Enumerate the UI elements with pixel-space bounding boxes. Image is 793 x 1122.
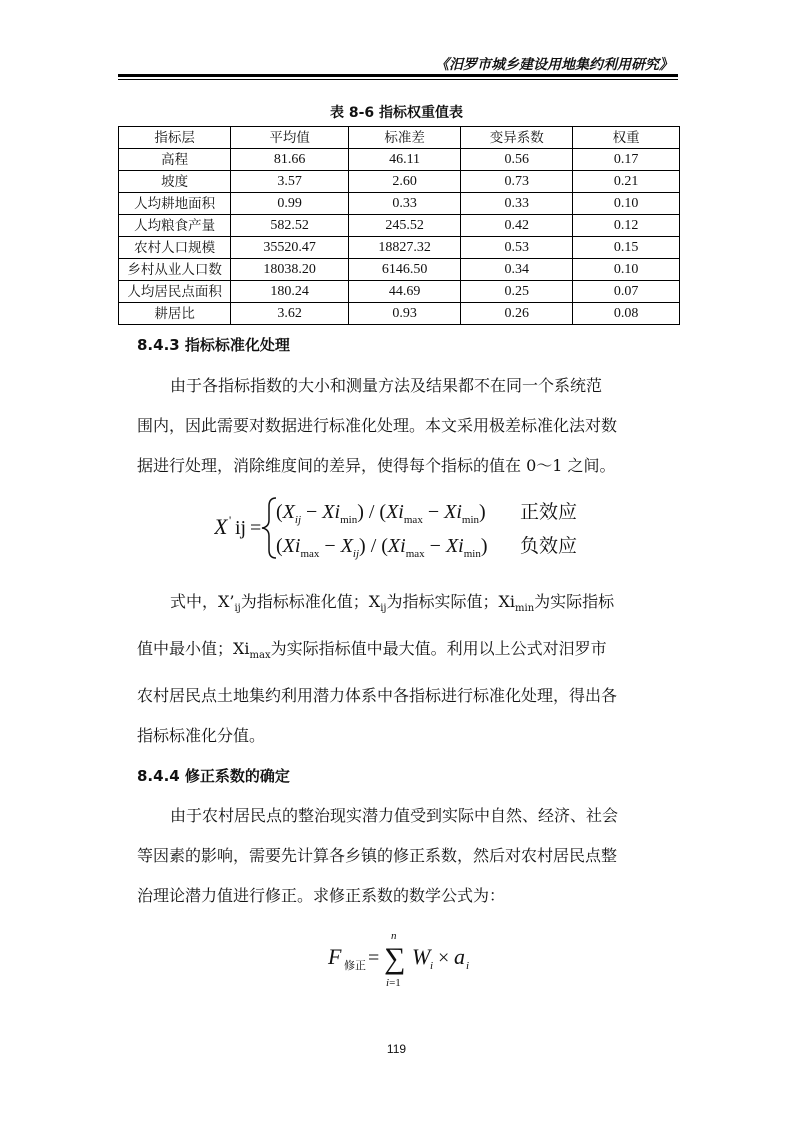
table-cell: 农村人口规模 [119,237,231,259]
formula-w-subscript: i [430,960,434,972]
column-header: 指标层 [119,127,231,149]
table-cell: 0.53 [461,237,573,259]
formula-brace [262,498,276,558]
table-cell: 180.24 [231,281,349,303]
column-header: 变异系数 [461,127,573,149]
column-header: 平均值 [231,127,349,149]
running-title: 《汨罗市城乡建设用地集约利用研究》 [435,57,673,73]
text-line: 式中，$X’_{ij}$为指标标准化值；$X_{ij}$为指标实际值；$Xi_{min}$为实际指标 [170,592,615,615]
column-header: 权重 [573,127,680,149]
formula-lower-limit: i=1 [386,977,401,989]
table-row [119,215,680,237]
formula-sigma: ∑ [384,942,406,975]
text-line: 农村居民点土地集约利用潜力体系中各指标进行标准化处理，得出各 [137,686,618,706]
correction-formula [326,926,486,990]
table-cell: 0.99 [231,193,349,215]
table-cell: 0.10 [573,259,680,281]
formula-lhs-ij: ij [235,517,247,539]
table-cell: 35520.47 [231,237,349,259]
table-cell: 0.17 [573,149,680,171]
table-cell: 高程 [119,149,231,171]
text-line: 围内，因此需要对数据进行标准化处理。本文采用极差标准化法对数 [137,416,618,435]
table-cell: 0.33 [461,193,573,215]
text-line: 等因素的影响，需要先计算各乡镇的修正系数，然后对农村居民点整 [137,846,618,865]
table-cell: 0.56 [461,149,573,171]
formula-a-subscript: i [466,960,470,972]
table-cell: 44.69 [348,281,460,303]
column-header: 标准差 [348,127,460,149]
table-cell: 3.62 [231,303,349,325]
formula-row2-label: 负效应 [520,535,578,557]
table-cell: 0.25 [461,281,573,303]
table-header-row [119,127,680,149]
formula-w: W [412,944,431,969]
formula-row1-label: 正效应 [520,501,578,523]
table-cell: 0.93 [348,303,460,325]
table-cell: 耕居比 [119,303,231,325]
table-cell: 46.11 [348,149,460,171]
paragraph-correction-coefficient [137,796,677,916]
table-cell: 人均耕地面积 [119,193,231,215]
table-cell: 0.15 [573,237,680,259]
formula-a: a [454,944,465,969]
table-cell: 0.33 [348,193,460,215]
formula-lhs-prime: ' [229,513,232,527]
table-cell: 0.21 [573,171,680,193]
header-rule-thin [118,79,678,80]
formula-f: F [328,944,342,969]
table-row [119,171,680,193]
page-number: 119 [386,1042,407,1056]
table-cell: 人均居民点面积 [119,281,231,303]
text-line: 指标标准化分值。 [137,726,266,746]
formula-f-subscript: 修正 [344,959,366,972]
index-weight-table [118,126,680,325]
formula-row2: $(Xi_{max} - X_{ij}) / (Xi_{max} - Xi_{min})$ [276,535,488,560]
table-cell: 582.52 [231,215,349,237]
formula-times: × [438,947,450,969]
table-cell: 0.34 [461,259,573,281]
table-row [119,259,680,281]
table-row [119,193,680,215]
table-cell: 0.10 [573,193,680,215]
table-cell: 245.52 [348,215,460,237]
text-line: 由于农村居民点的整治现实潜力值受到实际中自然、经济、社会 [170,806,619,825]
section-heading-8-4-4: 8.4.4 修正系数的确定 [137,767,290,785]
section-heading-8-4-3: 8.4.3 指标标准化处理 [137,336,290,354]
table-cell: 6146.50 [348,259,460,281]
table-cell: 81.66 [231,149,349,171]
formula-lhs-x: X [214,514,228,539]
table-cell: 18827.32 [348,237,460,259]
formula-upper-limit: n [391,930,397,942]
table-cell: 0.07 [573,281,680,303]
table-cell: 0.26 [461,303,573,325]
table-cell: 18038.20 [231,259,349,281]
table-caption: 表 8-6 指标权重值表 [329,105,464,121]
table-cell: 3.57 [231,171,349,193]
table-cell: 2.60 [348,171,460,193]
table-cell: 坡度 [119,171,231,193]
header-rule-thick [118,74,678,77]
page-header [0,0,793,80]
paragraph-normalization [137,366,677,486]
table-cell: 乡村从业人口数 [119,259,231,281]
table-row [119,149,680,171]
text-line: 由于各指标指数的大小和测量方法及结果都不在同一个系统范 [170,376,603,395]
table-cell: 0.08 [573,303,680,325]
table-cell: 人均粮食产量 [119,215,231,237]
formula-row1: $(X_{ij} - Xi_{min}) / (Xi_{max} - Xi_{min})$ [276,501,486,526]
table-cell: 0.73 [461,171,573,193]
formula-lhs-equals: = [250,517,262,539]
table-row [119,281,680,303]
table-cell: 0.42 [461,215,573,237]
text-line: 值中最小值；$Xi_{max}$为实际指标值中最大值。利用以上公式对汨罗市 [137,639,607,662]
text-line: 治理论潜力值进行修正。求修正系数的数学公式为： [137,886,506,905]
table-row [119,303,680,325]
normalization-formula [214,492,594,564]
table-row [119,237,680,259]
text-line: 据进行处理，消除维度间的差异，使得每个指标的值在 0～1 之间。 [137,456,616,475]
table-cell: 0.12 [573,215,680,237]
formula-equals: = [368,947,380,969]
paragraph-formula-explanation [137,582,677,756]
